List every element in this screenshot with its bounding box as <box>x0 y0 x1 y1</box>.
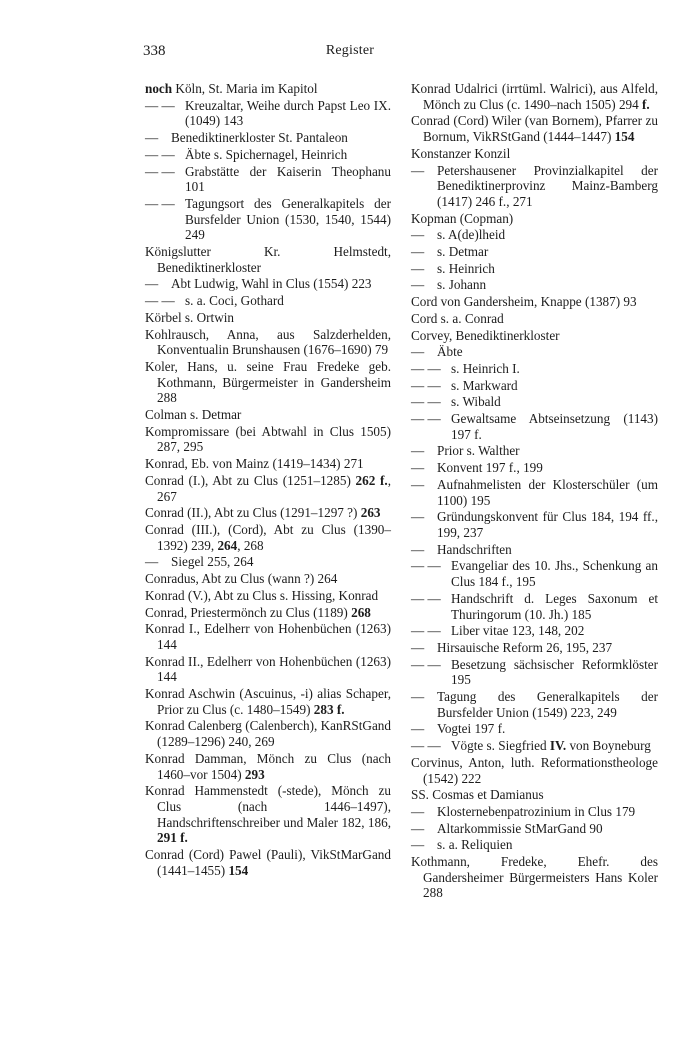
index-entry <box>145 554 391 570</box>
entry-dash: — <box>411 460 425 476</box>
entry-dash: — <box>145 130 159 146</box>
index-entry <box>145 81 391 97</box>
index-entry <box>145 424 391 455</box>
entry-page-ref-bold: 283 f. <box>313 701 345 717</box>
index-entry <box>145 359 391 406</box>
entry-text: Gewaltsame Abtseinsetzung (1143) 197 f. <box>451 411 658 442</box>
entry-dash: — <box>411 476 425 492</box>
running-head: Register <box>325 43 375 58</box>
entry-text: Äbte <box>437 344 463 360</box>
index-entry <box>411 689 658 720</box>
index-entry <box>411 163 658 210</box>
entry-dash: — <box>411 803 425 819</box>
index-entry <box>411 657 658 688</box>
entry-dash: — — <box>145 97 175 113</box>
entry-page-ref-bold: 154 <box>228 862 249 878</box>
entry-dash: — — <box>411 590 441 606</box>
entry-dash: — <box>411 244 425 260</box>
entry-dash: — <box>411 344 425 360</box>
index-entry <box>145 98 391 129</box>
entry-text: Konrad Damman, Mönch zu Clus (nach 1460–vor 1504) <box>145 750 391 782</box>
index-entry <box>145 293 391 309</box>
index-entry <box>145 505 391 521</box>
entry-text: , 268 <box>237 537 264 553</box>
entry-dash: — <box>411 639 425 655</box>
entry-dash: — — <box>411 623 441 639</box>
index-entry <box>411 623 658 639</box>
entry-text: SS. Cosmas et Damianus <box>411 787 544 803</box>
index-entry <box>145 847 391 878</box>
entry-text: Gründungskonvent für Clus 184, 194 ff., 199, 237 <box>437 509 658 540</box>
entry-dash: — <box>145 276 159 292</box>
entry-text: Kreuzaltar, Weihe durch Papst Leo IX. (1049) 143 <box>185 97 391 129</box>
entry-text: Conrad, Priestermönch zu Clus (1189) <box>145 604 352 620</box>
entry-text: s. Heinrich <box>437 260 495 276</box>
entry-text: s. Heinrich I. <box>451 360 520 376</box>
entry-dash: — — <box>411 558 441 574</box>
entry-text: Konstanzer Konzil <box>411 145 511 161</box>
entry-text: Benediktinerkloster St. Pantaleon <box>171 130 348 146</box>
entry-text: Konrad Calenberg (Calenberch), KanRStGand (1289–1296) 240, 269 <box>145 718 391 750</box>
entry-text: Prior s. Walther <box>437 443 520 459</box>
index-entry <box>145 407 391 423</box>
entry-dash: — <box>411 227 425 243</box>
index-entry <box>411 460 658 476</box>
index-entry <box>145 588 391 604</box>
entry-text: Kopman (Copman) <box>411 210 514 226</box>
index-entry <box>411 244 658 260</box>
entry-text: Konrad Aschwin (Ascuinus, -i) alias Schaper, Prior zu Clus (c. 1480–1549) <box>145 686 391 717</box>
index-entry <box>411 640 658 656</box>
entry-text: Cord von Gandersheim, Knappe (1387) 93 <box>411 294 637 310</box>
index-entry <box>411 477 658 508</box>
index-entry <box>411 509 658 540</box>
entry-text: s. a. Coci, Gothard <box>185 293 284 309</box>
entry-text: Evangeliar des 10. Jhs., Schenkung an Clus 184 f., 195 <box>451 558 658 590</box>
entry-text: Colman s. Detmar <box>145 407 242 423</box>
index-entry <box>145 571 391 587</box>
entry-text: Klosternebenpatrozinium in Clus 179 <box>437 803 636 819</box>
index-entry <box>411 81 658 112</box>
index-entry <box>411 211 658 227</box>
entry-text: Conrad (II.), Abt zu Clus (1291–1297 ?) <box>145 505 361 521</box>
entry-text: Äbte s. Spichernagel, Heinrich <box>185 146 348 162</box>
index-entry <box>411 558 658 589</box>
entry-text: Siegel 255, 264 <box>171 554 254 570</box>
entry-dash: — — <box>411 394 441 410</box>
index-entry <box>145 522 391 553</box>
entry-text: Corvinus, Anton, luth. Reformationstheologe (1542) 222 <box>411 754 658 786</box>
index-entry <box>145 718 391 749</box>
entry-text: von Boyneburg <box>566 738 651 754</box>
entry-page-ref-bold: noch <box>145 81 173 96</box>
index-entry <box>411 361 658 377</box>
index-entry <box>145 783 391 846</box>
index-entry <box>145 473 391 504</box>
index-entry <box>411 311 658 327</box>
entry-text: Conrad (III.), (Cord), Abt zu Clus (1390–1392) 239, <box>145 521 391 553</box>
entry-text: Cord s. a. Conrad <box>411 310 504 326</box>
entry-dash: — <box>411 443 425 459</box>
page-number: 338 <box>143 43 166 59</box>
entry-dash: — <box>145 554 159 570</box>
entry-text: s. Markward <box>451 377 518 393</box>
entry-text: Konrad II., Edelherr von Hohenbüchen (1263) 144 <box>145 653 391 685</box>
entry-dash: — — <box>145 146 175 162</box>
index-entry <box>411 261 658 277</box>
entry-text: Conrad (Cord) Pawel (Pauli), VikStMarGand (1441–1455) <box>145 847 391 878</box>
index-entry <box>411 411 658 442</box>
entry-text: Liber vitae 123, 148, 202 <box>451 623 585 639</box>
entry-dash: — — <box>411 656 441 672</box>
entry-text: Handschriften <box>437 541 512 557</box>
index-entry <box>145 147 391 163</box>
entry-text: Hirsauische Reform 26, 195, 237 <box>437 639 613 655</box>
index-entry <box>411 804 658 820</box>
entry-page-ref-bold: 291 f. <box>157 830 188 846</box>
entry-text: Altarkommissie StMarGand 90 <box>437 820 603 836</box>
index-entry <box>145 605 391 621</box>
index-entry <box>411 787 658 803</box>
entry-dash: — — <box>145 293 175 309</box>
entry-text: Kothmann, Fredeke, Ehefr. des Gandersheimer Bürgermeisters Hans Koler 288 <box>411 854 658 901</box>
entry-text: Konrad I., Edelherr von Hohenbüchen (1263) 144 <box>145 621 391 652</box>
entry-text: Konvent 197 f., 199 <box>437 460 543 476</box>
index-entry <box>145 621 391 652</box>
entry-dash: — <box>411 820 425 836</box>
entry-text: s. Johann <box>437 277 487 293</box>
entry-dash: — — <box>411 377 441 393</box>
index-entry <box>411 837 658 853</box>
index-entry <box>411 443 658 459</box>
entry-text: Vögte s. Siegfried <box>451 738 550 754</box>
index-entry <box>411 344 658 360</box>
entry-dash: — — <box>145 195 175 211</box>
index-column-right <box>411 81 658 902</box>
entry-text: s. Detmar <box>437 244 489 260</box>
index-entry <box>411 854 658 901</box>
entry-text: s. a. Reliquien <box>437 837 513 853</box>
index-entry <box>411 738 658 754</box>
entry-page-ref-bold: 264 <box>217 537 238 553</box>
entry-text: Aufnahmelisten der Klosterschüler (um 1100) 195 <box>437 476 658 508</box>
entry-text: Corvey, Benediktinerkloster <box>411 327 560 343</box>
entry-text: Konrad (V.), Abt zu Clus s. Hissing, Konrad <box>145 587 379 603</box>
entry-dash: — <box>411 162 425 178</box>
entry-text: Kompromissare (bei Abtwahl in Clus 1505) 287, 295 <box>145 423 391 455</box>
index-entry <box>411 721 658 737</box>
entry-text: s. Wibald <box>451 394 501 410</box>
entry-text: Konrad Hammenstedt (-stede), Mönch zu Clus (nach 1446–1497), Handschriftenschreiber und Maler 182, 186, <box>145 783 391 830</box>
entry-dash: — <box>411 260 425 276</box>
entry-text: Konrad Udalrici (irrtüml. Walrici), aus Alfeld, Mönch zu Clus (c. 1490–nach 1505) 294 <box>411 81 658 112</box>
entry-dash: — <box>411 541 425 557</box>
index-entry <box>411 294 658 310</box>
index-entry <box>145 327 391 358</box>
entry-page-ref-bold: f. <box>642 96 650 112</box>
entry-text: Königslutter Kr. Helmstedt, Benediktinerkloster <box>145 244 391 275</box>
entry-dash: — <box>411 509 425 525</box>
entry-dash: — — <box>411 738 441 754</box>
entry-text: Tagung des Generalkapitels der Bursfelder Union (1549) 223, 249 <box>437 689 658 720</box>
index-entry <box>145 244 391 275</box>
index-entry <box>411 755 658 786</box>
entry-dash: — — <box>145 163 175 179</box>
entry-text: Tagungsort des Generalkapitels der Bursfelder Union (1530, 1540, 1544) 249 <box>185 195 391 243</box>
entry-page-ref-bold: 268 <box>351 604 371 620</box>
entry-text: , 267 <box>157 472 391 504</box>
index-entry <box>411 394 658 410</box>
index-entry <box>411 227 658 243</box>
index-entry <box>411 277 658 293</box>
index-entry <box>411 328 658 344</box>
entry-page-ref-bold: IV. <box>549 738 567 754</box>
index-entry <box>145 164 391 195</box>
index-entry <box>145 196 391 243</box>
index-entry <box>411 378 658 394</box>
entry-text: Koler, Hans, u. seine Frau Fredeke geb. Kothmann, Bürgermeister in Gandersheim 288 <box>145 358 391 406</box>
index-entry <box>145 130 391 146</box>
entry-dash: — <box>411 837 425 853</box>
entry-dash: — <box>411 689 425 705</box>
index-entry <box>145 276 391 292</box>
entry-page-ref-bold: 293 <box>244 766 265 782</box>
entry-text: Körbel s. Ortwin <box>145 309 235 325</box>
entry-text: Conrad (I.), Abt zu Clus (1251–1285) <box>145 472 356 488</box>
entry-page-ref-bold: 154 <box>614 129 635 145</box>
entry-text: Konrad, Eb. von Mainz (1419–1434) 271 <box>145 456 364 472</box>
index-entry <box>145 310 391 326</box>
entry-text: Vogtei 197 f. <box>437 721 506 737</box>
entry-text: Grabstätte der Kaiserin Theophanu 101 <box>185 163 391 195</box>
entry-dash: — — <box>411 360 441 376</box>
entry-text: Conradus, Abt zu Clus (wann ?) 264 <box>145 571 338 587</box>
entry-page-ref-bold: 262 f. <box>355 472 388 488</box>
index-column-left <box>145 81 391 879</box>
entry-text: Abt Ludwig, Wahl in Clus (1554) 223 <box>171 276 372 292</box>
entry-text: Besetzung sächsischer Reformklöster 195 <box>451 656 658 688</box>
entry-page-ref-bold: 263 <box>360 505 381 521</box>
index-entry <box>145 751 391 782</box>
entry-dash: — <box>411 277 425 293</box>
index-entry <box>411 821 658 837</box>
entry-text: Conrad (Cord) Wiler (van Bornem), Pfarrer zu Bornum, VikRStGand (1444–1447) <box>411 113 658 145</box>
entry-text: Kohlrausch, Anna, aus Salzderhelden, Konventualin Brunshausen (1676–1690) 79 <box>145 326 391 358</box>
index-entry <box>411 542 658 558</box>
index-entry <box>145 654 391 685</box>
entry-text: Handschrift d. Leges Saxonum et Thuringorum (10. Jh.) 185 <box>451 590 658 622</box>
entry-dash: — — <box>411 411 441 427</box>
index-entry <box>411 591 658 622</box>
entry-dash: — <box>411 721 425 737</box>
entry-text: s. A(de)lheid <box>437 227 506 243</box>
entry-text: Köln, St. Maria im Kapitol <box>172 81 318 96</box>
entry-text: Petershausener Provinzialkapitel der Benediktinerprovinz Mainz-Bamberg (1417) 246 f., 271 <box>437 162 658 209</box>
index-entry <box>145 686 391 717</box>
index-entry <box>411 113 658 144</box>
index-entry <box>411 146 658 162</box>
index-entry <box>145 456 391 472</box>
